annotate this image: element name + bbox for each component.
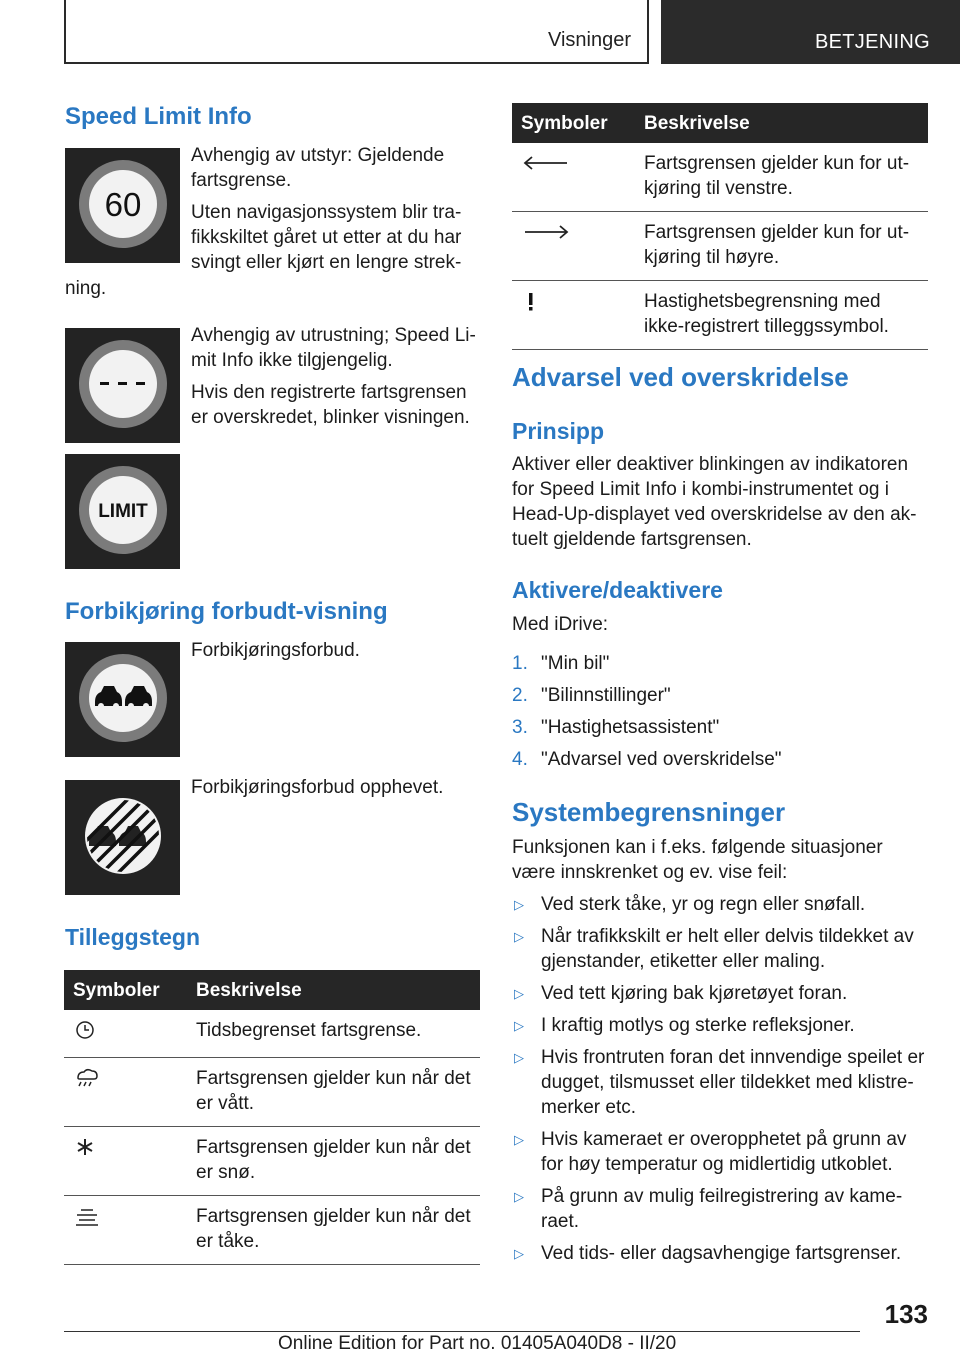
list-item [512,1127,932,1177]
list-item [512,981,932,1006]
speed-limit-p1: Avhengig av utstyr: Gjeldende fartsgrense. [191,145,445,191]
table-row [64,1010,480,1058]
bullet-line: Hvis frontruten foran det innvendige speilet er [541,1047,925,1068]
row-desc-line: er vått. [196,1093,255,1114]
bullet-triangle-icon: ▷ [514,929,524,944]
principle-heading: Prinsipp [512,418,605,444]
limits-heading: Systembegrensninger [512,797,786,827]
description-cell [635,281,928,350]
row-desc-line: kjøring til høyre. [644,247,780,268]
description-cell [187,1058,480,1127]
bullet-line: Når trafikkskilt er helt eller delvis tildekket av [541,926,914,947]
header-chapter-title: BETJENING [815,31,930,53]
speed-sign-60-icon [65,148,180,263]
principle-line: tuelt gjeldende fartsgrensen. [512,529,752,550]
limits-intro [512,835,932,885]
principle-text [512,452,932,552]
activate-heading: Aktivere/deaktivere [512,577,723,603]
col-symbols: Symboler [512,103,635,143]
bullet-line: for høy temperatur og midlertidig utkoblet. [541,1154,893,1175]
list-item [512,892,932,917]
row-desc-line: er tåke. [196,1231,260,1252]
speed-limit-p3a: Avhengig av utrustning; Speed Li‐ [191,325,476,346]
bullet-triangle-icon: ▷ [514,1132,524,1147]
symbol-cell [512,212,635,281]
table-header-row [512,103,928,143]
symbol-cell [64,1058,187,1127]
principle-line: Aktiver eller deaktiver blinkingen av indikatoren [512,454,909,475]
speed-sign-dashes-icon [65,328,180,443]
row-desc-line: Fartsgrensen gjelder kun når det [196,1206,471,1227]
list-item [512,1241,932,1266]
row-desc-line: ikke-registrert tilleggssymbol. [644,316,889,337]
bullet-line: gjenstander, etiketter eller maling. [541,951,826,972]
bullet-triangle-icon: ▷ [514,1050,524,1065]
no-overtaking-sign [65,642,180,757]
no-overtaking-end-sign [65,780,180,895]
row-desc-line: Hastighetsbegrensning med [644,291,881,312]
bullet-line: raet. [541,1211,580,1232]
description-cell [187,1127,480,1196]
bullet-line: Ved sterk tåke, yr og regn eller snøfall. [541,894,866,915]
list-item [512,1184,932,1234]
rain-icon [73,1068,99,1088]
bullet-line: Ved tids- eller dagsavhengige fartsgrenser. [541,1243,902,1264]
step-text: "Hastighetsassistent" [541,717,720,738]
bullet-triangle-icon: ▷ [514,1246,524,1261]
no-overtaking-p1: Forbikjøringsforbud. [191,640,360,661]
step-number: 1. [512,653,528,674]
table-row [64,1196,480,1265]
row-desc-line: er snø. [196,1162,256,1183]
speed-limit-limit-sign [65,454,180,569]
symbol-cell [64,1010,187,1058]
extra-signs-table [64,970,480,1265]
list-item [512,924,932,974]
step-number: 2. [512,685,528,706]
list-item [512,1045,932,1120]
bullet-triangle-icon: ▷ [514,897,524,912]
list-item [512,747,932,772]
table-row [512,281,928,350]
arrow-left-icon [521,153,571,173]
bullet-line: Hvis kameraet er overopphetet på grunn av [541,1129,907,1150]
speed-limit-p2b: fikkskiltet gåret ut etter at du har [191,227,462,248]
extra-signs-heading: Tilleggstegn [65,924,201,950]
description-cell [635,143,928,212]
direction-signs-table [512,103,928,350]
table-row [64,1058,480,1127]
speed-limit-p2a: Uten navigasjonssystem blir tra‐ [191,202,462,223]
clock-icon [73,1020,97,1040]
limits-intro-line: Funksjonen kan i f.eks. følgende situasjoner [512,837,883,858]
row-desc-line: kjøring til venstre. [644,178,793,199]
header-section-box [64,0,649,64]
fog-icon [73,1206,101,1228]
list-item [512,715,932,740]
snowflake-icon [73,1137,97,1157]
step-text: "Bilinnstillinger" [541,685,671,706]
speed-limit-60-sign [65,148,180,263]
sign-limit-text: LIMIT [98,501,148,522]
limits-list [512,892,932,1273]
list-item [512,1013,932,1038]
step-text: "Advarsel ved overskridelse" [541,749,782,770]
row-desc-line: Fartsgrensen gjelder kun for ut‐ [644,222,910,243]
table-row [64,1127,480,1196]
page-number: 133 [884,1299,928,1329]
step-text: "Min bil" [541,653,610,674]
list-item [512,683,932,708]
principle-line: for Speed Limit Info i kombi-instrumentet og i [512,479,890,500]
speed-limit-heading: Speed Limit Info [65,103,252,130]
edition-text: Online Edition for Part no. 01405A040D8 - II/20 [278,1333,677,1354]
speed-limit-p2d: ning. [65,278,107,299]
description-cell [187,1196,480,1265]
col-description: Beskrivelse [635,103,928,143]
sign-60-text: 60 [104,186,142,223]
table-row [512,212,928,281]
no-overtaking-p2: Forbikjøringsforbud opphevet. [191,777,444,798]
step-number: 3. [512,717,528,738]
activate-steps [512,651,932,772]
no-overtaking-end-icon [65,780,180,895]
table-header-row [64,970,480,1010]
header-chapter-box [661,0,960,64]
bullet-line: I kraftig motlys og sterke refleksjoner. [541,1015,855,1036]
bullet-line: Ved tett kjøring bak kjøretøyet foran. [541,983,848,1004]
col-symbols: Symboler [64,970,187,1010]
bullet-triangle-icon: ▷ [514,986,524,1001]
row-desc-line: Fartsgrensen gjelder kun når det [196,1068,471,1089]
speed-limit-unavailable-sign [65,328,180,443]
speed-limit-p3b: mit Info ikke tilgjengelig. [191,350,393,371]
col-description: Beskrivelse [187,970,480,1010]
header-section-title: Visninger [547,29,631,51]
speed-limit-p4b: er overskredet, blinker visningen. [191,407,470,428]
limits-intro-line: være innskrenket og ev. vise feil: [512,862,788,883]
symbol-cell [64,1127,187,1196]
row-desc-line: Tidsbegrenset fartsgrense. [196,1020,422,1041]
activate-intro: Med iDrive: [512,614,609,635]
list-item [512,651,932,676]
warning-heading: Advarsel ved overskridelse [512,362,849,392]
speed-limit-text-b [191,323,481,430]
exclamation-icon [521,291,541,313]
bullet-triangle-icon: ▷ [514,1018,524,1033]
symbol-cell [512,281,635,350]
description-cell [187,1010,480,1058]
step-number: 4. [512,749,528,770]
speed-limit-p2c: svingt eller kjørt en lengre strek‐ [191,252,462,273]
bullet-line: dugget, tilsmusset eller tildekket med klistre‐ [541,1072,914,1093]
no-overtaking-heading: Forbikjøring forbudt-visning [65,598,388,625]
table-row [512,143,928,212]
row-desc-line: Fartsgrensen gjelder kun for ut‐ [644,153,910,174]
bullet-line: merker etc. [541,1097,637,1118]
bullet-triangle-icon: ▷ [514,1189,524,1204]
speed-limit-text-a [191,143,481,275]
speed-sign-limit-icon [65,454,180,569]
symbol-cell [64,1196,187,1265]
speed-limit-p4a: Hvis den registrerte fartsgrensen [191,382,467,403]
description-cell [635,212,928,281]
row-desc-line: Fartsgrensen gjelder kun når det [196,1137,471,1158]
footer-rule [64,1331,860,1332]
principle-line: Head-Up-displayet ved overskridelse av den ak‐ [512,504,917,525]
arrow-right-icon [521,222,571,242]
symbol-cell [512,143,635,212]
no-overtaking-icon [65,642,180,757]
bullet-line: På grunn av mulig feilregistrering av kame‐ [541,1186,903,1207]
